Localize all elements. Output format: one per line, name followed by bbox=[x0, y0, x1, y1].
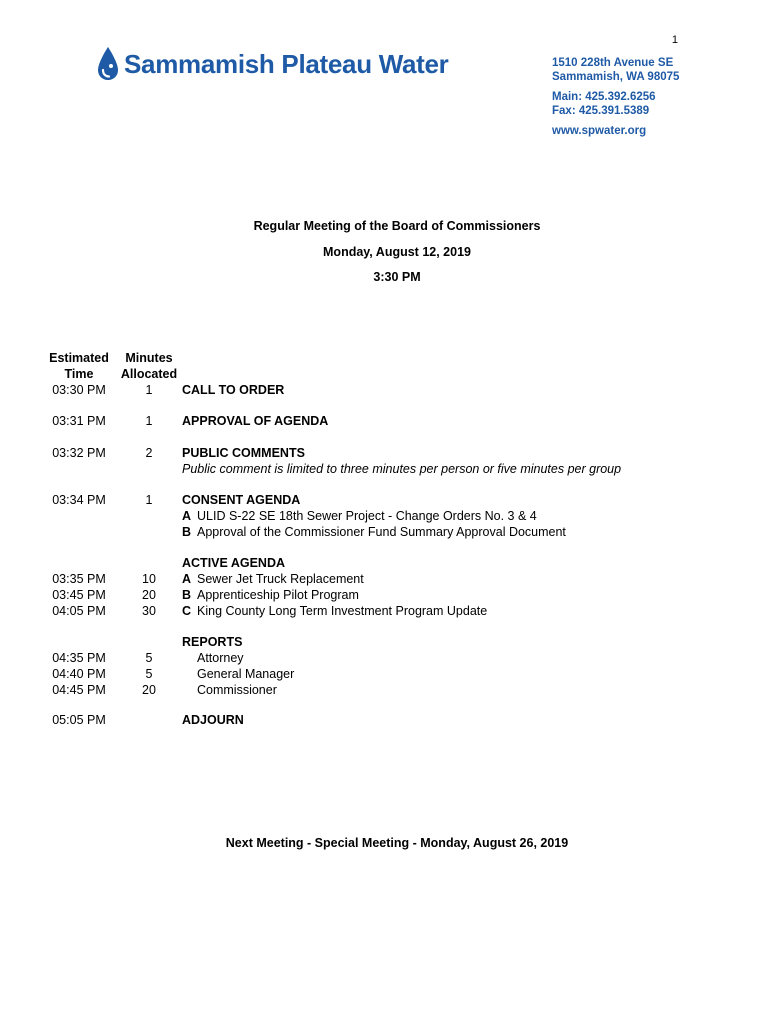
agenda-minutes: 1 bbox=[145, 414, 153, 428]
active-item: A Sewer Jet Truck Replacement bbox=[182, 572, 364, 586]
meeting-date: Monday, August 12, 2019 bbox=[323, 245, 471, 259]
meeting-title: Regular Meeting of the Board of Commissioners bbox=[253, 219, 541, 233]
contact-block bbox=[552, 56, 679, 138]
agenda-minutes: 1 bbox=[145, 383, 153, 397]
next-meeting: Next Meeting - Special Meeting - Monday, August 26, 2019 bbox=[225, 836, 569, 850]
agenda-time: 04:45 PM bbox=[52, 683, 106, 697]
agenda-minutes: 20 bbox=[142, 683, 156, 697]
logo-text: Sammamish Plateau Water bbox=[124, 48, 449, 79]
agenda-time: 03:31 PM bbox=[52, 414, 106, 428]
agenda-minutes: 5 bbox=[145, 667, 153, 681]
consent-agenda: CONSENT AGENDA bbox=[182, 493, 301, 507]
water-drop-icon bbox=[96, 46, 120, 82]
minutes-header: Minutes Allocated bbox=[120, 351, 178, 381]
approval-of-agenda: APPROVAL OF AGENDA bbox=[182, 414, 329, 428]
fax-number: Fax: 425.391.5389 bbox=[552, 105, 650, 117]
meeting-time: 3:30 PM bbox=[373, 270, 421, 284]
active-item: C King County Long Term Investment Program Update bbox=[182, 604, 488, 618]
city-address: Sammamish, WA 98075 bbox=[552, 71, 680, 83]
agenda-minutes: 5 bbox=[145, 651, 153, 665]
adjourn: ADJOURN bbox=[182, 713, 244, 727]
agenda-time: 03:30 PM bbox=[52, 383, 106, 397]
consent-item: A ULID S-22 SE 18th Sewer Project - Change Orders No. 3 & 4 bbox=[182, 509, 537, 523]
page-number: 1 bbox=[671, 34, 678, 46]
agenda-time: 04:40 PM bbox=[52, 667, 106, 681]
public-comments: PUBLIC COMMENTS bbox=[182, 446, 305, 460]
agenda-minutes: 1 bbox=[145, 493, 153, 507]
main-phone: Main: 425.392.6256 bbox=[552, 91, 656, 103]
agenda-time: 03:45 PM bbox=[52, 588, 106, 602]
agenda-time: 04:35 PM bbox=[52, 651, 106, 665]
agenda-time: 03:32 PM bbox=[52, 446, 106, 460]
agenda-time: 05:05 PM bbox=[52, 713, 106, 727]
website-link[interactable]: www.spwater.org bbox=[552, 125, 647, 137]
agenda-minutes: 10 bbox=[142, 572, 156, 586]
time-header: Estimated Time bbox=[49, 351, 109, 381]
call-to-order: CALL TO ORDER bbox=[182, 383, 285, 397]
agenda-minutes: 2 bbox=[145, 446, 153, 460]
active-item: B Apprenticeship Pilot Program bbox=[182, 588, 359, 602]
active-agenda: ACTIVE AGENDA bbox=[182, 556, 286, 570]
agenda-time: 03:34 PM bbox=[52, 493, 106, 507]
agenda-minutes: 20 bbox=[142, 588, 156, 602]
agenda-time: 03:35 PM bbox=[52, 572, 106, 586]
public-comments-note: Public comment is limited to three minutes per person or five minutes per group bbox=[182, 462, 622, 476]
report-item: General Manager bbox=[197, 667, 295, 681]
agenda-time: 04:05 PM bbox=[52, 604, 106, 618]
street-address: 1510 228th Avenue SE bbox=[552, 57, 674, 69]
company-logo bbox=[96, 44, 449, 84]
consent-item: B Approval of the Commissioner Fund Summary Approval Document bbox=[182, 525, 566, 539]
agenda-minutes: 30 bbox=[142, 604, 156, 618]
reports: REPORTS bbox=[182, 635, 243, 649]
report-item: Commissioner bbox=[197, 683, 277, 697]
report-item: Attorney bbox=[197, 651, 244, 665]
